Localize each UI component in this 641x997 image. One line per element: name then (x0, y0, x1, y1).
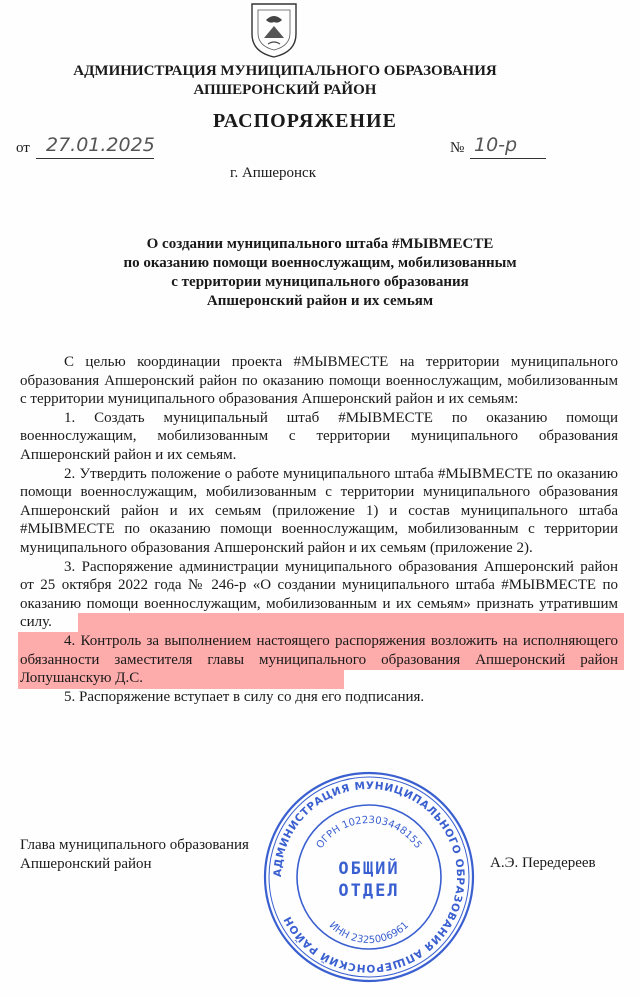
number-underline (470, 158, 546, 159)
date-underline (36, 158, 154, 159)
preamble-paragraph: С целью координации проекта #МЫВМЕСТЕ на территории муниципального образования Апшеронский район по оказанию помощи военнослужащим, мобилизованным с территории муниципального образования Апшеронский район и их семьям: (20, 354, 618, 408)
number-prefix: № (450, 140, 465, 156)
position-line-1: Глава муниципального образования (20, 837, 249, 853)
header-district: АПШЕРОНСКИЙ РАЙОН (193, 82, 377, 98)
item-2-paragraph: 2. Утвердить положение о работе муниципального штаба #МЫВМЕСТЕ по оказанию помощи военнослужащим, мобилизованным с территории муниципального образования Апшеронский район и их семьям (приложение 1) и состав муниципального штаба #МЫВМЕСТЕ по оказанию помощи военнослужащим, мобилизованным с территории муниципального образования Апшеронский район и их семьям (приложение 2). (20, 465, 618, 556)
date-prefix: от (16, 140, 30, 156)
number-line (450, 134, 518, 157)
item-1-paragraph: 1. Создать муниципальный штаб #МЫВМЕСТЕ по оказанию помощи военнослужащим, мобилизованным с территории муниципального образования Апшеронский район и их семьям. (20, 409, 618, 463)
document-type: РАСПОРЯЖЕНИЕ (213, 110, 397, 132)
title-line-2: по оказанию помощи военнослужащим, мобилизованным (123, 255, 517, 271)
header-administration: АДМИНИСТРАЦИЯ МУНИЦИПАЛЬНОГО ОБРАЗОВАНИЯ (73, 63, 497, 79)
item-5-paragraph: 5. Распоряжение вступает в силу со дня его подписания. (64, 688, 425, 705)
coat-of-arms-emblem (248, 0, 300, 58)
stamp-inn: ИНН 2325006961 (326, 919, 412, 947)
city: г. Апшеронск (230, 165, 317, 181)
svg-text:ОГРН 1022303448155 (315, 815, 424, 851)
signature-position (20, 836, 249, 874)
title-line-3: с территории муниципального образования (171, 274, 469, 290)
stamp-ogrn: ОГРН 1022303448155 (314, 814, 424, 851)
title-line-4: Апшеронский район и их семьям (206, 293, 434, 309)
document-body (20, 353, 618, 706)
stamp-outer-text: АДМИНИСТРАЦИЯ МУНИЦИПАЛЬНОГО ОБРАЗОВАНИЯ АПШЕРОНСКИЙ РАЙОН (271, 779, 467, 975)
stamp-center-line-2: ОТДЕЛ (338, 881, 400, 901)
date-value: 27.01.2025 (46, 134, 155, 156)
position-line-2: Апшеронский район (20, 856, 152, 872)
title-line-1: О создании муниципального штаба #МЫВМЕСТЕ (146, 236, 494, 252)
item-3-paragraph: 3. Распоряжение администрации муниципального образования Апшеронский район от 25 октября 2022 года № 246-р «О создании муниципального штаба #МЫВМЕСТЕ по оказанию помощи военнослужащим, мобилизованным и их семьям» признать утратившим силу. (20, 558, 618, 631)
number-value: 10-р (474, 134, 518, 156)
signatory-name: А.Э. Передереев (490, 855, 596, 871)
document-title (100, 235, 540, 311)
item-4-paragraph: 4. Контроль за выполнением настоящего распоряжения возложить на исполняющего обязанности заместителя главы муниципального образования Апшеронский район Лопушанскую Д.С. (20, 632, 618, 687)
date-line (16, 134, 155, 157)
stamp-center-line-1: ОБЩИЙ (338, 859, 400, 879)
official-stamp (262, 770, 476, 984)
